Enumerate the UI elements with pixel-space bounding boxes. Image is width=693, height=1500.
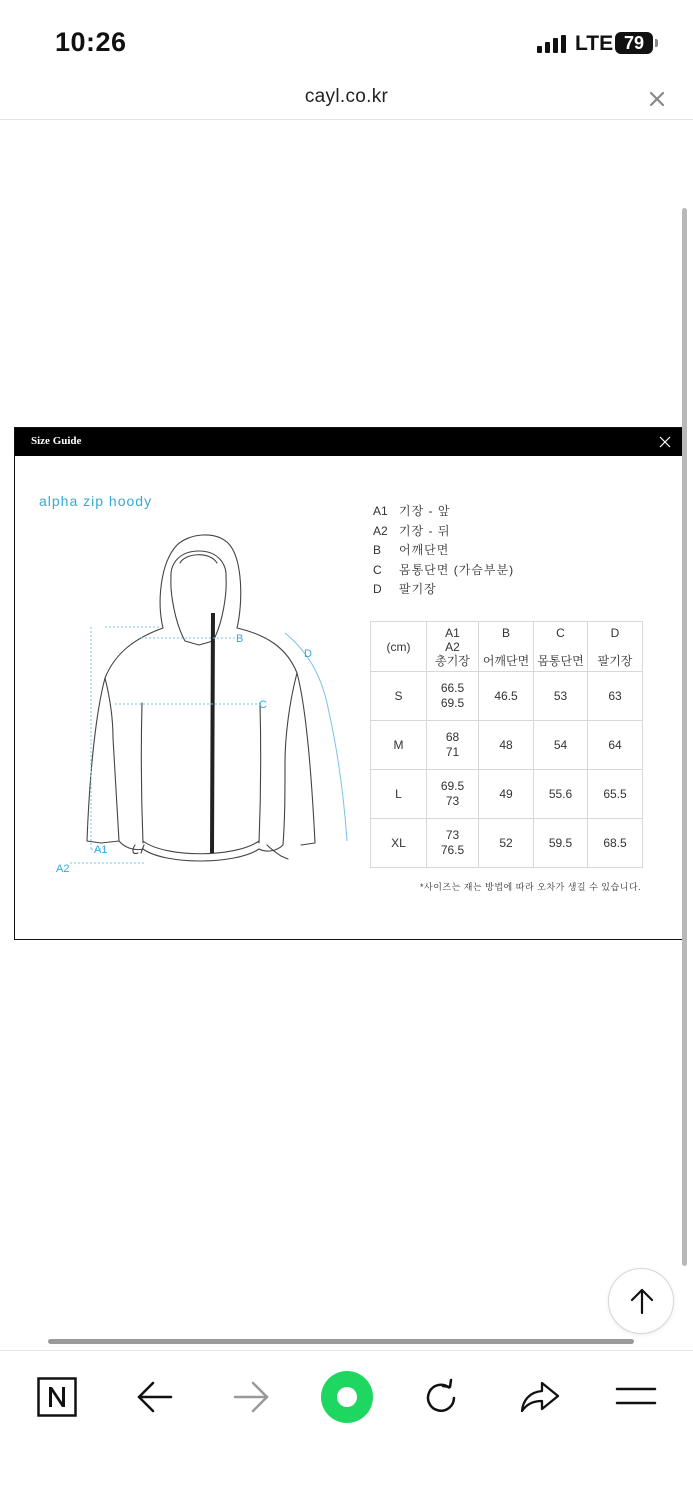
length-cell [427,770,479,819]
menu-button[interactable] [615,1384,675,1434]
close-icon[interactable] [646,88,668,110]
chest-cell: 59.5 [534,819,588,868]
share-icon [518,1379,562,1415]
sleeve-cell: 65.5 [588,770,643,819]
legend-code: D [373,582,382,597]
product-name: alpha zip hoody [39,493,153,509]
header-name: 어깨단면 [482,653,530,668]
table-row [371,672,643,721]
url-text[interactable]: cayl.co.kr [304,86,389,107]
size-note: *사이즈는 재는 방법에 따라 오차가 생길 수 있습니다. [420,882,642,892]
sleeve-cell: 64 [588,721,643,770]
forward-arrow-icon [231,1379,271,1415]
share-button[interactable] [518,1379,578,1429]
sleeve-cell: 68.5 [588,819,643,868]
length-cell [427,721,479,770]
forward-button[interactable] [231,1379,291,1429]
size-cell: S [371,672,427,721]
naver-icon [37,1377,77,1417]
column-header [534,622,588,672]
size-cell: L [371,770,427,819]
shoulder-cell: 48 [479,721,534,770]
length-front: 68 [445,730,460,744]
length-cell [427,672,479,721]
naver-button[interactable] [37,1377,97,1427]
horizontal-scrollbar[interactable] [48,1339,634,1344]
legend-code: B [373,543,382,558]
header-name: 팔기장 [597,653,633,668]
legend-text: 어깨단면 [399,543,450,558]
back-arrow-icon [135,1379,175,1415]
legend-code: A2 [373,523,388,538]
legend-row [373,541,514,561]
vertical-scrollbar[interactable] [682,208,687,1266]
shoulder-cell: 46.5 [479,672,534,721]
length-back: 71 [445,745,460,759]
legend-text: 팔기장 [399,582,437,597]
table-row [371,819,643,868]
table-row [371,721,643,770]
reload-icon [421,1378,461,1418]
menu-icon [615,1384,657,1408]
size-cell: M [371,721,427,770]
length-back: 76.5 [440,843,465,857]
close-icon[interactable] [659,436,671,448]
modal-header [15,428,686,456]
legend-row [373,580,514,600]
size-cell: XL [371,819,427,868]
legend-code: A1 [373,504,388,518]
legend-row [373,561,514,581]
reload-button[interactable] [421,1378,481,1428]
battery-tip [655,39,658,47]
diagram-label-d: D [304,648,312,660]
modal-title: Size Guide [31,435,82,447]
legend-text: 몸통단면 (가슴부분) [399,562,515,577]
legend-row [373,502,514,522]
status-time: 10:26 [55,27,127,57]
length-back: 69.5 [440,696,465,710]
diagram-label-a1: A1 [94,844,108,856]
header-code: C [556,625,565,640]
home-button[interactable] [320,1370,380,1420]
column-header [479,622,534,672]
length-back: 73 [445,794,460,808]
signal-icon [537,35,567,53]
battery-icon: 79 [615,32,653,54]
column-header [588,622,643,672]
hoody-diagram [45,523,355,888]
shoulder-cell: 52 [479,819,534,868]
size-guide-modal [14,427,687,940]
legend-row [373,522,514,542]
table-row [371,770,643,819]
chest-cell: 53 [534,672,588,721]
diagram-label-b: B [236,633,244,645]
header-code: D [610,625,620,640]
legend-text: 기장 - 앞 [399,504,451,518]
size-table [370,621,643,868]
diagram-label-c: C [259,699,267,711]
back-button[interactable] [135,1379,195,1429]
measurement-legend [373,502,514,600]
url-bar[interactable] [0,80,693,120]
scroll-to-top-button[interactable] [608,1268,674,1334]
chest-cell: 55.6 [534,770,588,819]
unit-header: (cm) [371,622,427,672]
shoulder-cell: 49 [479,770,534,819]
network-label: LTE [575,32,614,55]
column-header [427,622,479,672]
table-header-row [371,622,643,672]
arrow-up-icon [629,1287,655,1315]
length-cell [427,819,479,868]
legend-text: 기장 - 뒤 [399,523,451,538]
status-bar [0,0,693,80]
green-dot-icon [320,1370,374,1424]
legend-code: C [373,562,382,577]
length-front: 69.5 [440,779,465,793]
header-name: 몸통단면 [537,653,584,668]
length-front: 66.5 [440,681,465,695]
header-code: A1 [445,625,460,640]
header-code: B [501,625,510,640]
sleeve-cell: 63 [588,672,643,721]
header-name: 총기장 [435,653,470,668]
bottom-toolbar [0,1350,693,1500]
chest-cell: 54 [534,721,588,770]
length-front: 73 [445,828,460,842]
header-code: A2 [445,639,460,654]
diagram-label-a2: A2 [56,863,70,875]
